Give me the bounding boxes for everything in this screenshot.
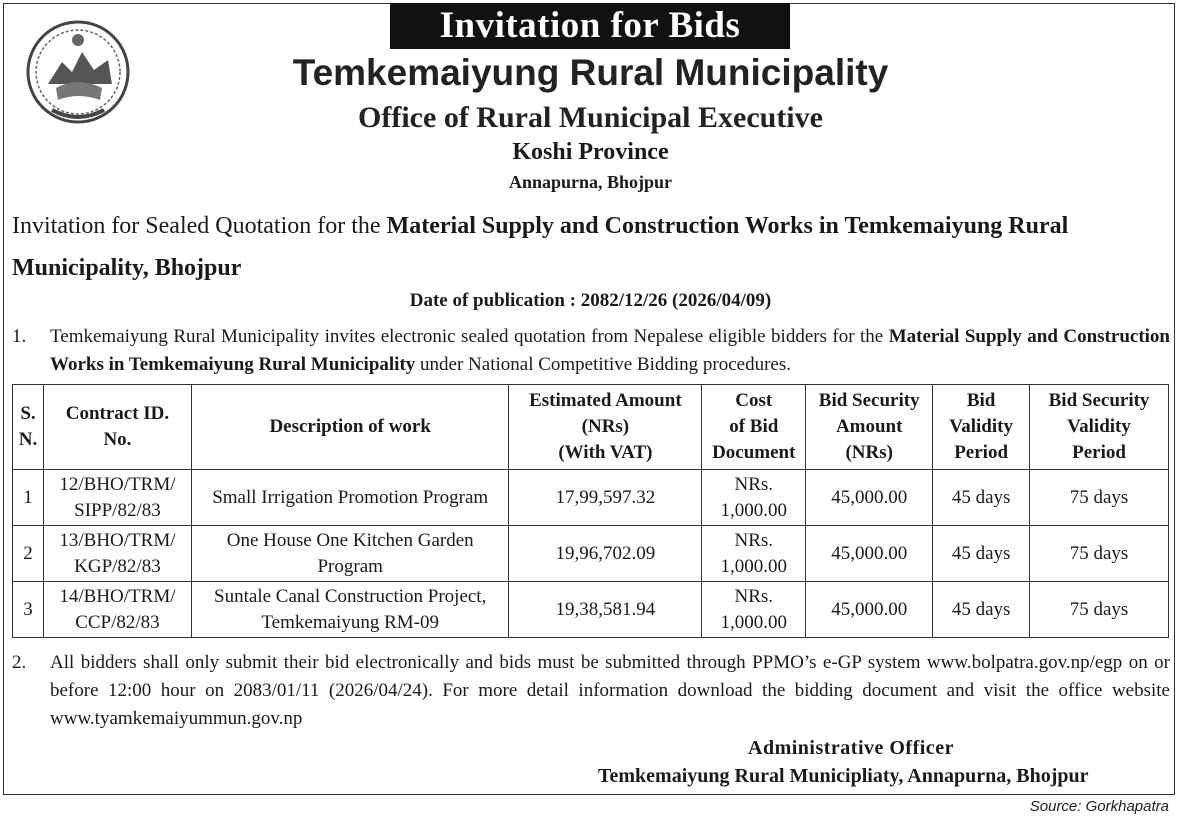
cell-sn: 3 — [13, 582, 44, 638]
paragraph-1 — [12, 323, 1170, 379]
cell-description: Small Irrigation Promotion Program — [191, 470, 509, 526]
table-row — [13, 582, 1169, 638]
cell-estimated-amount: 19,38,581.94 — [509, 582, 702, 638]
table-row — [13, 470, 1169, 526]
intro-paragraph — [12, 205, 1172, 289]
bids-table — [12, 384, 1169, 638]
cell-validity: 45 days — [933, 470, 1030, 526]
org-address: Annapurna, Bhojpur — [508, 172, 673, 192]
org-office: Office of Rural Municipal Executive — [358, 101, 823, 134]
signatory-title: Administrative Officer — [748, 737, 954, 759]
signatory-org: Temkemaiyung Rural Municipliaty, Annapurna, Bhojpur — [598, 765, 1089, 787]
cell-security-validity: 75 days — [1030, 582, 1169, 638]
org-name: Temkemaiyung Rural Municipality — [292, 52, 889, 93]
table-header-row — [13, 385, 1169, 470]
cell-description: Suntale Canal Construction Project, Temkemaiyung RM-09 — [191, 582, 509, 638]
paragraph-1-text-b: under National Competitive Bidding procedures. — [415, 354, 791, 375]
header-sn: S. N. — [13, 385, 44, 470]
paragraph-2-text: All bidders shall only submit their bid electronically and bids must be submitted through PPMO’s e-GP system www.bolpatra.gov.np/egp on or before 12:00 hour on 2083/01/11 (2026/04/24). For more detail information download the bidding document and visit the office website www.tyamkemaiyummun.gov.np — [50, 652, 1170, 729]
header-estimated-amount: Estimated Amount (NRs) (With VAT) — [509, 385, 702, 470]
paragraph-1-bold: Material Supply and Construction Works in Temkemaiyung Rural Municipality — [50, 326, 1170, 375]
paragraph-1-text-a: Temkemaiyung Rural Municipality invites electronic sealed quotation from Nepalese eligible bidders for the — [50, 326, 889, 347]
org-province: Koshi Province — [512, 139, 669, 165]
cell-cost: NRs. 1,000.00 — [702, 582, 806, 638]
paragraph-2 — [12, 649, 1170, 733]
cell-security-validity: 75 days — [1030, 526, 1169, 582]
cell-estimated-amount: 19,96,702.09 — [509, 526, 702, 582]
paragraph-2-number: 2. — [12, 652, 27, 673]
header-contract-id: Contract ID. No. — [43, 385, 191, 470]
cell-security-amount: 45,000.00 — [806, 470, 933, 526]
publication-date: Date of publication : 2082/12/26 (2026/04/09) — [409, 290, 772, 311]
cell-security-validity: 75 days — [1030, 470, 1169, 526]
header-bid-security-validity: Bid Security Validity Period — [1030, 385, 1169, 470]
cell-validity: 45 days — [933, 582, 1030, 638]
cell-sn: 2 — [13, 526, 44, 582]
intro-bold: Material Supply and Construction Works in Temkemaiyung Rural Municipality, Bhojpur — [12, 213, 1069, 281]
cell-estimated-amount: 17,99,597.32 — [509, 470, 702, 526]
banner-title: Invitation for Bids — [390, 3, 790, 49]
cell-validity: 45 days — [933, 526, 1030, 582]
paragraph-1-number: 1. — [12, 326, 27, 347]
cell-contract-id: 14/BHO/TRM/ CCP/82/83 — [43, 582, 191, 638]
source-credit: Source: Gorkhapatra — [1029, 798, 1169, 815]
cell-description: One House One Kitchen Garden Program — [191, 526, 509, 582]
cell-cost: NRs. 1,000.00 — [702, 526, 806, 582]
cell-contract-id: 12/BHO/TRM/ SIPP/82/83 — [43, 470, 191, 526]
header-bid-validity: Bid Validity Period — [933, 385, 1030, 470]
header-description: Description of work — [191, 385, 509, 470]
intro-prefix: Invitation for Sealed Quotation for the — [12, 213, 387, 239]
cell-contract-id: 13/BHO/TRM/ KGP/82/83 — [43, 526, 191, 582]
header-bid-security-amount: Bid Security Amount (NRs) — [806, 385, 933, 470]
cell-security-amount: 45,000.00 — [806, 582, 933, 638]
table-row — [13, 526, 1169, 582]
cell-cost: NRs. 1,000.00 — [702, 470, 806, 526]
cell-sn: 1 — [13, 470, 44, 526]
header-cost-of-bid-document: Cost of Bid Document — [702, 385, 806, 470]
cell-security-amount: 45,000.00 — [806, 526, 933, 582]
